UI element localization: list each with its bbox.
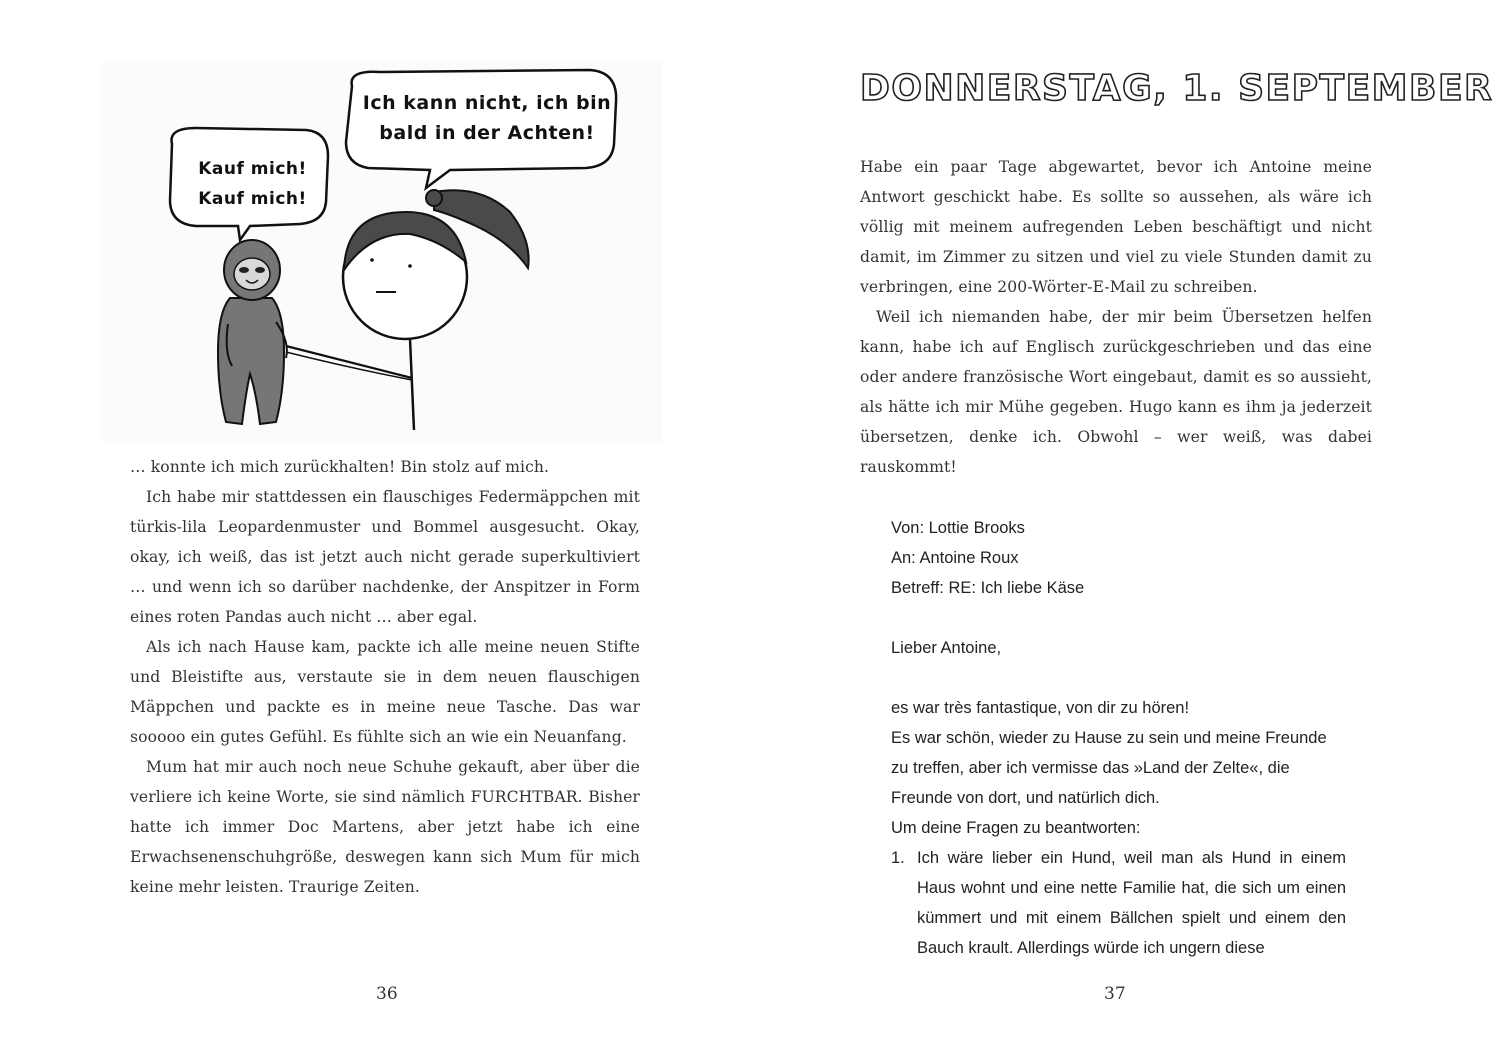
email-answer-list — [891, 843, 1346, 963]
paragraph: Habe ein paar Tage abgewartet, bevor ich Antoine meine Antwort geschickt habe. Es sollte so aussehen, als wäre ich völlig mit meinem aufregenden Leben beschäftigt und nicht damit, im Zimmer zu sitzen und viel zu viele Stunden damit zu verbringen, eine 200-Wörter-E-Mail zu schreiben. — [860, 158, 1372, 296]
email-message — [891, 513, 1346, 963]
girl-bubble-text — [362, 88, 612, 148]
diary-date-heading: DONNERSTAG, 1. SEPTEMBER — [860, 68, 1494, 109]
email-from: Von: Lottie Brooks — [891, 519, 1025, 537]
girl-bubble-line: bald in der Achten! — [379, 122, 595, 144]
right-page-text — [860, 152, 1372, 482]
email-to: An: Antoine Roux — [891, 549, 1019, 567]
paragraph: Ich habe mir stattdessen ein flauschiges Federmäppchen mit türkis-lila Leopardenmuster und Bommel ausgesucht. Okay, okay, ich weiß, das ist jetzt auch nicht gerade superkultiviert … und wenn ich so darüber nachdenke, der Anspitzer in Form eines roten Pandas auch nicht … aber egal. — [130, 488, 640, 626]
list-item-text: Ich wäre lieber ein Hund, weil man als Hund in einem Haus wohnt und eine nette Familie hat, die sich um einen kümmert und mit einem Bällchen spielt und einem den Bauch krault. Allerdings würde ich ungern diese — [917, 849, 1346, 957]
girl-eye-right — [408, 264, 412, 268]
page-number-left: 36 — [376, 984, 398, 1004]
sloth-face — [234, 258, 270, 290]
list-item — [891, 843, 1346, 963]
paragraph: Mum hat mir auch noch neue Schuhe gekauft, aber über die verliere ich keine Worte, sie sind nämlich FURCHTBAR. Bisher hatte ich immer Doc Martens, aber jetzt habe ich eine Erwachsenenschuhgröße, deswegen kann sich Mum für mich keine mehr leisten. Traurige Zeiten. — [130, 758, 640, 896]
list-item-number: 1. — [891, 849, 905, 867]
page-number-right: 37 — [1104, 984, 1126, 1004]
email-greeting: Lieber Antoine, — [891, 639, 1002, 657]
email-body-line: es war très fantastique, von dir zu hören! — [891, 699, 1190, 717]
girl-eye-left — [370, 258, 374, 262]
left-page-text — [130, 452, 640, 902]
girl-bubble-line: Ich kann nicht, ich bin — [362, 92, 612, 114]
girl-arm — [286, 346, 412, 378]
girl-body — [410, 339, 414, 430]
paragraph: Als ich nach Hause kam, packte ich alle meine neuen Stifte und Bleistifte aus, verstaute sie in dem neuen flauschigen Mäppchen und packte es in meine neue Tasche. Das war sooooo ein gutes Gefühl. Es fühlte sich an wie ein Neuanfang. — [130, 638, 640, 746]
sloth-bubble-line: Kauf mich! — [198, 159, 307, 179]
email-subject: Betreff: RE: Ich liebe Käse — [891, 579, 1085, 597]
sloth-body — [218, 298, 284, 424]
girl-hair-tie — [426, 190, 442, 206]
illustration-sloth-and-girl — [100, 62, 662, 442]
sloth-bubble-line: Kauf mich! — [198, 189, 307, 209]
paragraph: Weil ich niemanden habe, der mir beim Übersetzen helfen kann, habe ich auf Englisch zurückgeschrieben und das eine oder andere französische Wort eingebaut, damit es so aussieht, als hätte ich mir Mühe gegeben. Hugo kann es ihm ja jederzeit übersetzen, denke ich. Obwohl – wer weiß, was dabei rauskommt! — [860, 308, 1372, 476]
paragraph: … konnte ich mich zurückhalten! Bin stolz auf mich. — [130, 458, 550, 476]
email-body-line: Es war schön, wieder zu Hause zu sein und meine Freunde zu treffen, aber ich vermisse das »Land der Zelte«, die Freunde von dort, und natürlich dich. — [891, 729, 1327, 807]
sloth-bubble-text — [180, 154, 325, 214]
email-body-line: Um deine Fragen zu beantworten: — [891, 819, 1141, 837]
right-page — [750, 0, 1500, 1061]
